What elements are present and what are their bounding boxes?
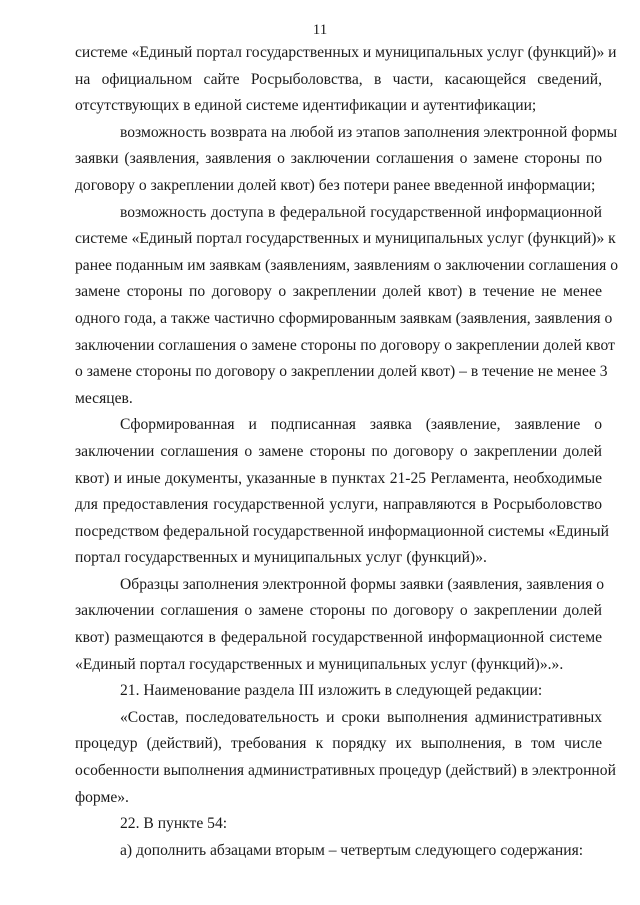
page-number: 11 [312, 22, 328, 38]
text-line: форме». [75, 788, 129, 806]
document-body [75, 40, 619, 864]
text-line: Образцы заполнения электронной формы заявки (заявления, заявления о [120, 575, 605, 593]
text-line: Сформированная и подписанная заявка (заявление, заявление о [120, 416, 602, 434]
text-line: заявки (заявления, заявления о заключении соглашения о замене стороны по [75, 150, 602, 168]
text-line: отсутствующих в единой системе идентификации и аутентификации; [75, 97, 537, 115]
text-line: возможность возврата на любой из этапов заполнения электронной формы [120, 123, 618, 141]
text-line: а) дополнить абзацами вторым – четвертым следующего содержания: [120, 841, 584, 859]
text-line: 22. В пункте 54: [120, 815, 228, 833]
text-line: месяцев. [75, 389, 133, 407]
text-line: системе «Единый портал государственных и муниципальных услуг (функций)» и [75, 44, 617, 61]
text-line: замене стороны по договору о закреплении долей квот) в течение не менее [75, 283, 602, 301]
text-line: возможность доступа в федеральной государственной информационной [120, 203, 602, 221]
text-line: заключении соглашения о замене стороны по договору о закреплении долей [75, 602, 602, 620]
text-line: о замене стороны по договору о закреплении долей квот) – в течение не менее 3 [75, 363, 608, 381]
text-line: «Единый портал государственных и муниципальных услуг (функций)».». [75, 655, 564, 673]
text-line: «Состав, последовательность и сроки выполнения административных [120, 708, 602, 726]
text-line: договору о закреплении долей квот) без потери ранее введенной информации; [75, 176, 596, 194]
text-line: системе «Единый портал государственных и муниципальных услуг (функций)» к [75, 230, 616, 248]
text-line: одного года, а также частично сформированным заявкам (заявления, заявления о [75, 309, 613, 327]
text-line: заключении соглашения о замене стороны по договору о закреплении долей [75, 442, 602, 460]
text-line: заключении соглашения о замене стороны по договору о закреплении долей квот [75, 336, 615, 354]
text-line: ранее поданным им заявкам (заявлениям, заявлениям о заключении соглашения о [75, 256, 619, 274]
text-line: для предоставления государственной услуги, направляются в Росрыболовство [75, 496, 602, 514]
text-line: квот) и иные документы, указанные в пунктах 21-25 Регламента, необходимые [75, 469, 602, 487]
text-line: 21. Наименование раздела III изложить в следующей редакции: [120, 682, 543, 700]
text-line: квот) размещаются в федеральной государственной информационной системе [75, 629, 602, 647]
text-line: на официальном сайте Росрыболовства, в части, касающейся сведений, [75, 70, 602, 88]
text-line: портал государственных и муниципальных услуг (функций)». [75, 549, 487, 567]
text-line: особенности выполнения административных процедур (действий) в электронной [75, 762, 616, 780]
text-line: посредством федеральной государственной информационной системы «Единый [75, 522, 609, 540]
text-line: процедур (действий), требования к порядку их выполнения, в том числе [75, 735, 602, 753]
